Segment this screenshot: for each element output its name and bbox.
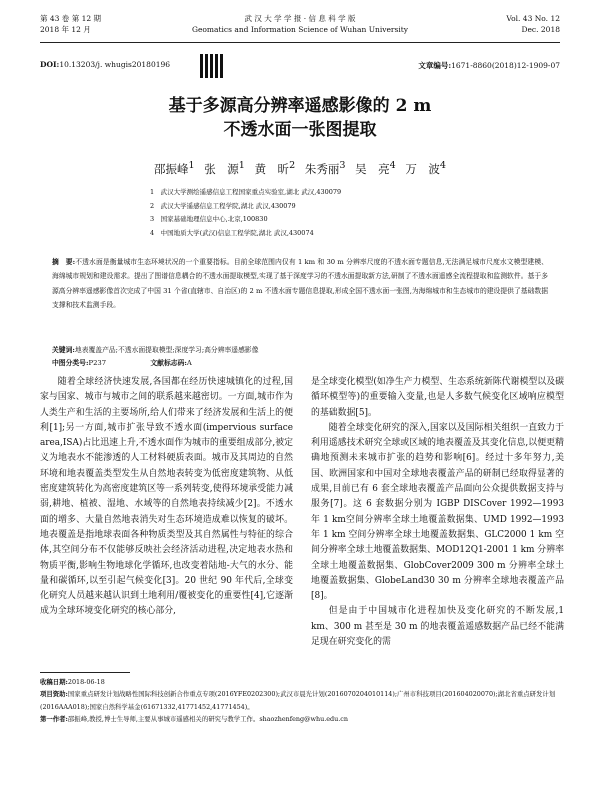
- article-number: 文章编号:1671-8860(2018)12-1909-07: [418, 61, 560, 70]
- journal-name: 武 汉 大 学 学 报 · 信 息 科 学 版 Geomatics and Information Science of Wuhan University: [191, 14, 409, 34]
- footnote-first-author: 第一作者:邵振峰,教授,博士生导师,主要从事城市遥感相关的研究与教学工作。shaozhenfeng@whu.edu.cn: [40, 715, 348, 724]
- qr-code-icon: [200, 54, 224, 78]
- paper-title: 基于多源高分辨率遥感影像的 2 m 不透水面一张图提取: [168, 96, 432, 140]
- keywords: 关键词:地表覆盖产品;不透水面提取模型;深度学习;高分辨率遥感影像: [52, 346, 259, 354]
- footnotes: [40, 676, 560, 726]
- affiliations: [150, 186, 341, 240]
- footnote-divider: [40, 672, 130, 673]
- keywords-block: [52, 344, 259, 370]
- journal-volume-en: Vol. 43 No. 12 Dec. 2018: [506, 14, 560, 34]
- paragraph: 随着全球变化研究的深入,国家以及国际相关组织一直致力于利用遥感技术研究全球或区域的地表覆盖及其变化信息,以便更精确地预测未来城市扩张的趋势和影响[6]。经过十多年努力,美国、欧洲国家和中国对全球地表覆盖产品的研制已经取得显著的成果,目前已有 6 套全球地表覆盖产品面向公众提供数据支持与服务[7]。这 6 套数据分别为 IGBP DISCover 1992—1993 年 1 km空间分辨率全球土地覆盖数据集、UMD 1992—1993 年 1 km 空间分辨率全球土地覆盖数据集、GLC2000 1 km 空间分辨率全球土地覆盖数据集、MOD12Q1-2001 1 km 分辨率全球土地覆盖数据集、GlobCover2009 300 m 分辨率全球土地覆盖数据集、GlobeLand30 30 m 分辨率全球地表覆盖产品[8]。: [311, 422, 564, 602]
- affiliation: 1 武汉大学测绘遥感信息工程国家重点实验室,湖北 武汉,430079: [150, 188, 342, 196]
- author: 朱秀丽$^3$: [304, 160, 346, 176]
- author: 邵振峰$^1$: [154, 160, 195, 176]
- author: 吴 亮$^4$: [355, 160, 396, 176]
- journal-volume: 第 43 卷 第 12 期 2018 年 12 月: [40, 14, 102, 34]
- footnote-received: 收稿日期:2018-06-18: [40, 678, 105, 686]
- footnote-funding: 项目资助:国家重点研发计划战略性国际科技创新合作重点专项(2016YFE0202300);武汉市晨光计划(2016070204010114);广州市科技项目(201604020070);湖北省重点研发计划(2016AAA018);国家自然科学基金(61671332,41771452,41771454)。: [40, 690, 556, 711]
- paragraph: 但是由于中国城市化进程加快及变化研究的不断发展,1 km、300 m 甚至是 30 m 的地表覆盖遥感数据产品已经不能满足现在研究变化的需: [311, 606, 564, 648]
- author-list: [40, 160, 560, 177]
- author: 万 波$^4$: [405, 160, 446, 176]
- body-column-left: [40, 375, 293, 620]
- paragraph: 是全球变化模型(如净生产力模型、生态系统新陈代谢模型以及碳循环模型等)的重要输入变量,也是人多数气候变化区域响应模型的基础数据[5]。: [311, 377, 564, 418]
- doi: DOI:10.13203/j. whugis20180196: [40, 60, 171, 69]
- running-header: [40, 10, 560, 43]
- abstract: 摘 要:不透水面是衡量城市生态环境状况的一个重要指标。目前全球范围内仅有 1 km 和 30 m 分辨率尺度的不透水面专题信息,无法满足城市尺度水文模型建模、海绵城市规划和建设需求。提出了图谱信息耦合的不透水面提取模型,实现了基于深度学习的不透水面提取新方法,研制了不透水面遥感全流程提取和监测软件。基于多源高分辨率遥感影像首次完成了中国 31 个省(直辖市、自治区)的 2 m 不透水面专题信息提取,形成全国不透水面一张图,为海绵城市和生态城市的建设提供了基础数据支撑和技术监测手段。: [52, 258, 549, 310]
- author: 黄 昕$^2$: [254, 160, 296, 176]
- affiliation: 4 中国地质大学(武汉)信息工程学院,湖北 武汉,430074: [150, 228, 314, 237]
- affiliation: 2 武汉大学遥感信息工程学院,湖北 武汉,430079: [150, 201, 296, 210]
- author: 张 源$^1$: [204, 160, 245, 176]
- paragraph: 随着全球经济快速发展,各国都在经历快速城镇化的过程,国家与国家、城市与城市之间的联系越来越密切。一方面,城市作为人类生产和生活的主要场所,给人们带来了经济发展和生活上的便利[1];另一方面,城市扩张导致不透水面(impervious surface area,ISA)占比迅速上升,不透水面作为城市的重要组成部分,被定义为地表水不能渗透的人工材料硬质表面。城市及其周边的自然环境和地表覆盖类型发生从自然地表转变为低密度建筑物、从低密度建筑转化为高密度建筑区等一系列转变,使得环境承受能力减弱,耕地、植被、湿地、水域等的自然地表持续减少[2]。不透水面的增多、大量自然地表消失对生态环境造成难以恢复的破坏。地表覆盖是指地球表面各种物质类型及其自然属性与特征的综合体,其空间分布不仅能够反映社会经济活动进程,决定地表水热和物质平衡,影响生物地球化学循环,也改变着陆地-大气的水分、能量和碳循环,以至引起气候变化[3]。20 世纪 90 年代后,全球变化研究人员越来越认识到土地利用/覆被变化的重要性[4],它逐渐成为全球环境变化研究的核心部分,: [40, 377, 293, 617]
- affiliation: 3 国家基础地理信息中心,北京,100830: [150, 215, 268, 223]
- body-column-right: [311, 375, 564, 650]
- classification: 中图分类号:P237 文献标志码:A: [52, 359, 192, 367]
